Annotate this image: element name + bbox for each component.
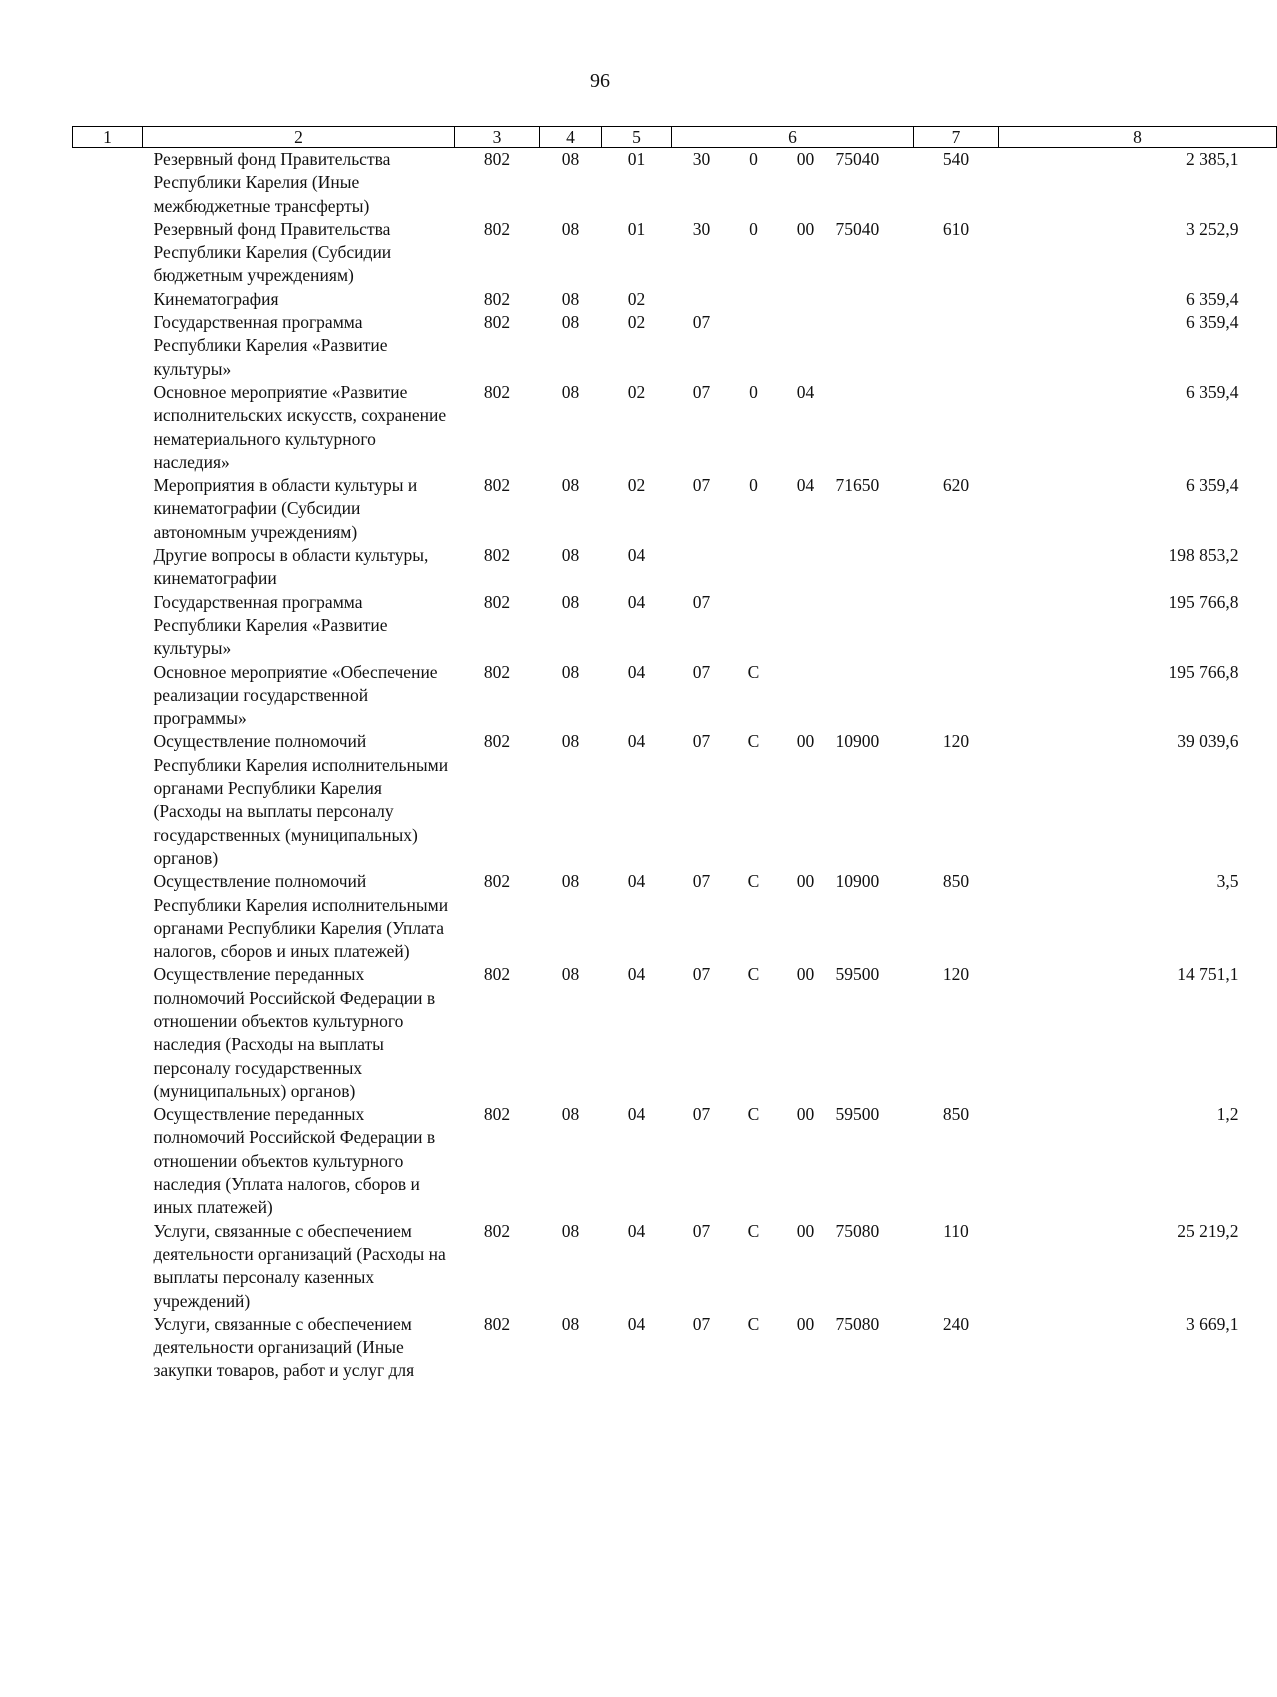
subprogram-code bbox=[732, 288, 776, 311]
section-code: 08 bbox=[561, 661, 580, 682]
amount: 195 766,8 bbox=[1168, 661, 1239, 682]
ministry-code: 802 bbox=[483, 475, 511, 496]
subprogram-code: С bbox=[747, 1104, 760, 1125]
table-row bbox=[73, 1103, 1277, 1219]
amount: 39 039,6 bbox=[1177, 731, 1239, 752]
expense-name: Услуги, связанные с обеспечением деятельности организаций (Расходы на выплаты персоналу казенных учреждений) bbox=[153, 1220, 446, 1311]
activity-code: 00 bbox=[796, 218, 815, 239]
col-1-cell bbox=[73, 1220, 143, 1313]
expense-name: Осуществление переданных полномочий Российской Федерации в отношении объектов культурного наследия (Расходы на выплаты персоналу государственных (муниципальных) органов) bbox=[153, 964, 436, 1101]
ministry-code: 802 bbox=[483, 591, 511, 612]
header-col-4: 4 bbox=[540, 127, 602, 148]
activity-code bbox=[776, 661, 836, 731]
program-code: 07 bbox=[692, 381, 711, 402]
activity-code bbox=[776, 288, 836, 311]
col-1-cell bbox=[73, 1103, 143, 1219]
section-code: 08 bbox=[561, 475, 580, 496]
expense-type-code: 240 bbox=[942, 1313, 970, 1334]
activity-code: 04 bbox=[796, 475, 815, 496]
col-1-cell bbox=[73, 870, 143, 963]
expense-type-code: 850 bbox=[942, 1104, 970, 1125]
subprogram-code: С bbox=[747, 964, 760, 985]
expense-name: Основное мероприятие «Обеспечение реализации государственной программы» bbox=[153, 661, 438, 729]
subprogram-code bbox=[732, 311, 776, 381]
table-row bbox=[73, 381, 1277, 474]
direction-code: 59500 bbox=[835, 1104, 880, 1125]
program-code: 07 bbox=[692, 661, 711, 682]
subprogram-code: С bbox=[747, 1220, 760, 1241]
table-row bbox=[73, 870, 1277, 963]
subsection-code: 02 bbox=[627, 475, 646, 496]
program-code bbox=[672, 544, 732, 591]
section-code: 08 bbox=[561, 591, 580, 612]
ministry-code: 802 bbox=[483, 218, 511, 239]
ministry-code: 802 bbox=[483, 149, 511, 169]
direction-code: 10900 bbox=[835, 871, 880, 892]
ministry-code: 802 bbox=[483, 545, 511, 566]
header-col-1: 1 bbox=[73, 127, 143, 148]
col-1-cell bbox=[73, 288, 143, 311]
program-code: 07 bbox=[692, 1104, 711, 1125]
section-code: 08 bbox=[561, 1313, 580, 1334]
col-1-cell bbox=[73, 963, 143, 1103]
col-1-cell bbox=[73, 148, 143, 218]
subsection-code: 02 bbox=[627, 381, 646, 402]
expense-name: Услуги, связанные с обеспечением деятельности организаций (Иные закупки товаров, работ и услуг для bbox=[153, 1313, 415, 1381]
direction-code: 75040 bbox=[835, 149, 880, 169]
col-1-cell bbox=[73, 474, 143, 544]
amount: 3,5 bbox=[1216, 871, 1239, 892]
expense-type-code: 610 bbox=[942, 218, 970, 239]
program-code: 07 bbox=[692, 871, 711, 892]
expense-name: Кинематография bbox=[153, 288, 279, 309]
section-code: 08 bbox=[561, 964, 580, 985]
program-code: 07 bbox=[692, 312, 711, 333]
expense-type-code: 120 bbox=[942, 964, 970, 985]
subprogram-code: С bbox=[747, 661, 760, 682]
expense-name: Другие вопросы в области культуры, кинематографии bbox=[153, 545, 429, 589]
subsection-code: 04 bbox=[627, 871, 646, 892]
section-code: 08 bbox=[561, 149, 580, 169]
subprogram-code: С bbox=[747, 871, 760, 892]
header-col-5: 5 bbox=[602, 127, 672, 148]
program-code: 07 bbox=[692, 1313, 711, 1334]
subsection-code: 04 bbox=[627, 545, 646, 566]
activity-code: 00 bbox=[796, 1220, 815, 1241]
expense-name: Осуществление переданных полномочий Российской Федерации в отношении объектов культурного наследия (Уплата налогов, сборов и иных платежей) bbox=[153, 1104, 436, 1218]
program-code: 30 bbox=[692, 218, 711, 239]
direction-code bbox=[836, 544, 914, 591]
table-row bbox=[73, 730, 1277, 870]
expense-name: Осуществление полномочий Республики Карелия исполнительными органами Республики Карелия (Уплата налогов, сборов и иных платежей) bbox=[153, 871, 449, 962]
program-code: 07 bbox=[692, 1220, 711, 1241]
expense-name: Резервный фонд Правительства Республики Карелия (Субсидии бюджетным учреждениям) bbox=[153, 218, 392, 286]
ministry-code: 802 bbox=[483, 1313, 511, 1334]
subprogram-code bbox=[732, 591, 776, 661]
activity-code: 00 bbox=[796, 149, 815, 169]
expense-name: Резервный фонд Правительства Республики Карелия (Иные межбюджетные трансферты) bbox=[153, 149, 391, 216]
direction-code: 75040 bbox=[835, 218, 880, 239]
expense-type-code: 120 bbox=[942, 731, 970, 752]
ministry-code: 802 bbox=[483, 871, 511, 892]
subsection-code: 04 bbox=[627, 661, 646, 682]
expense-type-code bbox=[914, 661, 999, 731]
section-code: 08 bbox=[561, 288, 580, 309]
expense-type-code bbox=[914, 288, 999, 311]
col-1-cell bbox=[73, 591, 143, 661]
subsection-code: 02 bbox=[627, 288, 646, 309]
budget-table bbox=[72, 126, 1277, 1383]
header-col-6: 6 bbox=[672, 127, 914, 148]
activity-code bbox=[776, 311, 836, 381]
subprogram-code: С bbox=[747, 1313, 760, 1334]
col-1-cell bbox=[73, 544, 143, 591]
col-1-cell bbox=[73, 661, 143, 731]
table-row bbox=[73, 1313, 1277, 1383]
expense-name: Мероприятия в области культуры и кинематографии (Субсидии автономным учреждениям) bbox=[153, 475, 418, 542]
amount: 198 853,2 bbox=[1168, 545, 1239, 566]
amount: 1,2 bbox=[1216, 1104, 1239, 1125]
subsection-code: 01 bbox=[627, 149, 646, 169]
program-code: 07 bbox=[692, 731, 711, 752]
direction-code bbox=[836, 381, 914, 474]
table-body bbox=[73, 148, 1277, 1383]
subprogram-code: 0 bbox=[749, 475, 758, 496]
direction-code bbox=[836, 591, 914, 661]
activity-code bbox=[776, 591, 836, 661]
subsection-code: 04 bbox=[627, 1313, 646, 1334]
subsection-code: 04 bbox=[627, 591, 646, 612]
header-col-3: 3 bbox=[455, 127, 540, 148]
amount: 3 252,9 bbox=[1186, 218, 1239, 239]
table-row bbox=[73, 474, 1277, 544]
expense-name: Осуществление полномочий Республики Карелия исполнительными органами Республики Карелия (Расходы на выплаты персоналу государственных (муниципальных) органов) bbox=[153, 731, 449, 868]
section-code: 08 bbox=[561, 381, 580, 402]
ministry-code: 802 bbox=[483, 731, 511, 752]
col-1-cell bbox=[73, 311, 143, 381]
subprogram-code: 0 bbox=[749, 149, 758, 169]
col-1-cell bbox=[73, 1313, 143, 1383]
amount: 6 359,4 bbox=[1186, 312, 1239, 333]
direction-code bbox=[836, 288, 914, 311]
ministry-code: 802 bbox=[483, 964, 511, 985]
table-row bbox=[73, 963, 1277, 1103]
direction-code: 75080 bbox=[835, 1313, 880, 1334]
table-row bbox=[73, 1220, 1277, 1313]
section-code: 08 bbox=[561, 545, 580, 566]
ministry-code: 802 bbox=[483, 312, 511, 333]
expense-type-code bbox=[914, 311, 999, 381]
section-code: 08 bbox=[561, 1104, 580, 1125]
ministry-code: 802 bbox=[483, 381, 511, 402]
activity-code: 00 bbox=[796, 964, 815, 985]
expense-name: Основное мероприятие «Развитие исполнительских искусств, сохранение нематериального культурного наследия» bbox=[153, 381, 447, 472]
direction-code bbox=[836, 661, 914, 731]
direction-code: 75080 bbox=[835, 1220, 880, 1241]
table-row bbox=[73, 544, 1277, 591]
ministry-code: 802 bbox=[483, 661, 511, 682]
header-col-7: 7 bbox=[914, 127, 999, 148]
expense-name: Государственная программа Республики Карелия «Развитие культуры» bbox=[153, 591, 388, 659]
expense-name: Государственная программа Республики Карелия «Развитие культуры» bbox=[153, 312, 388, 379]
ministry-code: 802 bbox=[483, 288, 511, 309]
subprogram-code bbox=[732, 544, 776, 591]
activity-code: 00 bbox=[796, 871, 815, 892]
ministry-code: 802 bbox=[483, 1104, 511, 1125]
direction-code bbox=[836, 311, 914, 381]
expense-type-code: 110 bbox=[943, 1220, 969, 1241]
table-row bbox=[73, 591, 1277, 661]
subsection-code: 02 bbox=[627, 312, 646, 333]
program-code bbox=[672, 288, 732, 311]
subsection-code: 04 bbox=[627, 964, 646, 985]
activity-code: 00 bbox=[796, 1104, 815, 1125]
amount: 6 359,4 bbox=[1186, 288, 1239, 309]
amount: 6 359,4 bbox=[1186, 381, 1239, 402]
program-code: 07 bbox=[692, 591, 711, 612]
amount: 14 751,1 bbox=[1177, 964, 1239, 985]
program-code: 07 bbox=[692, 475, 711, 496]
table-row bbox=[73, 218, 1277, 288]
section-code: 08 bbox=[561, 731, 580, 752]
direction-code: 71650 bbox=[835, 475, 880, 496]
expense-type-code: 850 bbox=[942, 871, 970, 892]
header-col-8: 8 bbox=[999, 127, 1277, 148]
expense-type-code: 620 bbox=[942, 475, 970, 496]
direction-code: 59500 bbox=[835, 964, 880, 985]
col-1-cell bbox=[73, 381, 143, 474]
amount: 25 219,2 bbox=[1177, 1220, 1239, 1241]
direction-code: 10900 bbox=[835, 731, 880, 752]
amount: 3 669,1 bbox=[1186, 1313, 1239, 1334]
page-number: 96 bbox=[590, 70, 610, 92]
table-row bbox=[73, 148, 1277, 218]
activity-code: 00 bbox=[796, 731, 815, 752]
section-code: 08 bbox=[561, 871, 580, 892]
subprogram-code: 0 bbox=[749, 381, 758, 402]
activity-code bbox=[776, 544, 836, 591]
activity-code: 00 bbox=[796, 1313, 815, 1334]
subprogram-code: 0 bbox=[749, 218, 758, 239]
section-code: 08 bbox=[561, 218, 580, 239]
section-code: 08 bbox=[561, 1220, 580, 1241]
subsection-code: 04 bbox=[627, 1104, 646, 1125]
activity-code: 04 bbox=[796, 381, 815, 402]
col-1-cell bbox=[73, 218, 143, 288]
header-col-2: 2 bbox=[143, 127, 455, 148]
section-code: 08 bbox=[561, 312, 580, 333]
table-row bbox=[73, 661, 1277, 731]
ministry-code: 802 bbox=[483, 1220, 511, 1241]
program-code: 07 bbox=[692, 964, 711, 985]
col-1-cell bbox=[73, 730, 143, 870]
program-code: 30 bbox=[692, 149, 711, 169]
table-row bbox=[73, 311, 1277, 381]
amount: 195 766,8 bbox=[1168, 591, 1239, 612]
expense-type-code bbox=[914, 544, 999, 591]
amount: 2 385,1 bbox=[1186, 149, 1239, 169]
subsection-code: 04 bbox=[627, 731, 646, 752]
amount: 6 359,4 bbox=[1186, 475, 1239, 496]
expense-type-code: 540 bbox=[942, 149, 970, 169]
table-row bbox=[73, 288, 1277, 311]
expense-type-code bbox=[914, 381, 999, 474]
table-header bbox=[73, 127, 1277, 148]
subsection-code: 04 bbox=[627, 1220, 646, 1241]
subsection-code: 01 bbox=[627, 218, 646, 239]
expense-type-code bbox=[914, 591, 999, 661]
subprogram-code: С bbox=[747, 731, 760, 752]
